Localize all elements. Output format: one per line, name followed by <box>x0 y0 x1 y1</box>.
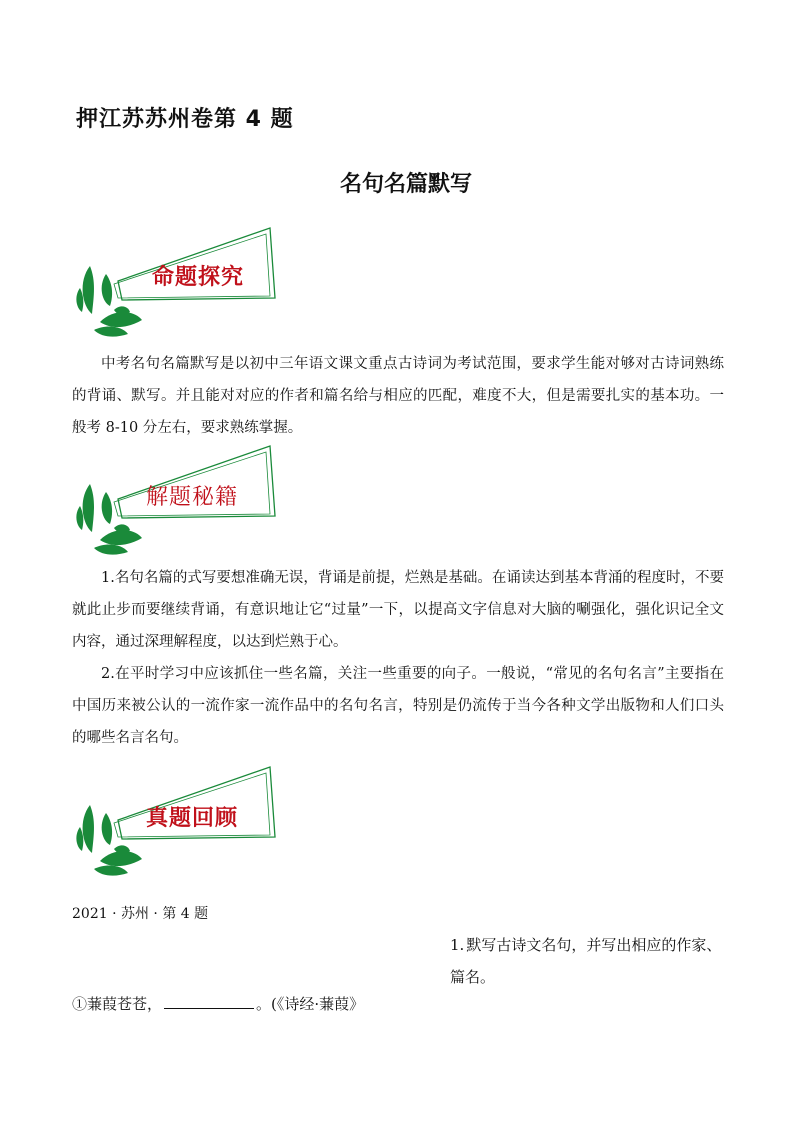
question-number: 1. <box>450 936 465 954</box>
document-title: 名句名篇默写 <box>339 172 472 197</box>
section-banner-proposition <box>70 226 285 341</box>
exam-source: 2021 · 苏州 · 第 4 题 <box>72 906 209 922</box>
item-suffix: 。(《诗经·蒹葭》 <box>256 995 365 1013</box>
item-prefix: ①蒹葭苍苍， <box>72 995 163 1013</box>
banner-label-proposition: 命题探究 <box>152 264 245 290</box>
tip-paragraph-1: 1.名句名篇的式写要想准确无误，背诵是前提，烂熟是基础。在诵读达到基本背涌的程度时，不要就此止步而要继续背诵，有意识地让它“过量”一下，以提高文字信息对大脑的唰强化，强化识记全文内容，通过深理解程度，以达到烂熟于心。 <box>72 570 724 650</box>
section-banner-tips <box>70 444 285 559</box>
header-title: 押江苏苏州卷第 4 题 <box>76 107 294 132</box>
answer-blank[interactable] <box>164 994 254 1009</box>
banner-label-review: 真题回顾 <box>146 805 239 831</box>
intro-paragraph: 中考名句名篇默写是以初中三年语文课文重点古诗词为考试范围，要求学生能对够对古诗词熟练的背诵、默写。并且能对对应的作者和篇名给与相应的匹配，难度不大，但是需要扎实的基本功。一般考 8-10 分左右，要求熟练掌握。 <box>72 356 724 436</box>
section-banner-review <box>70 765 285 880</box>
question-prompt: 默写古诗文名句，并写出相应的作家、篇名。 <box>450 936 722 986</box>
tip-paragraph-2: 2.在平时学习中应该抓住一些名篇，关注一些重要的向子。一般说，“常见的名句名言”主要指在中国历来被公认的一流作家一流作品中的名句名言，特别是仍流传于当今各种文学出版物和人们口头的哪些名言名句。 <box>72 666 724 746</box>
banner-label-tips: 解题秘籍 <box>146 485 239 510</box>
question-text <box>450 929 730 993</box>
question-item-1 <box>72 993 364 1014</box>
